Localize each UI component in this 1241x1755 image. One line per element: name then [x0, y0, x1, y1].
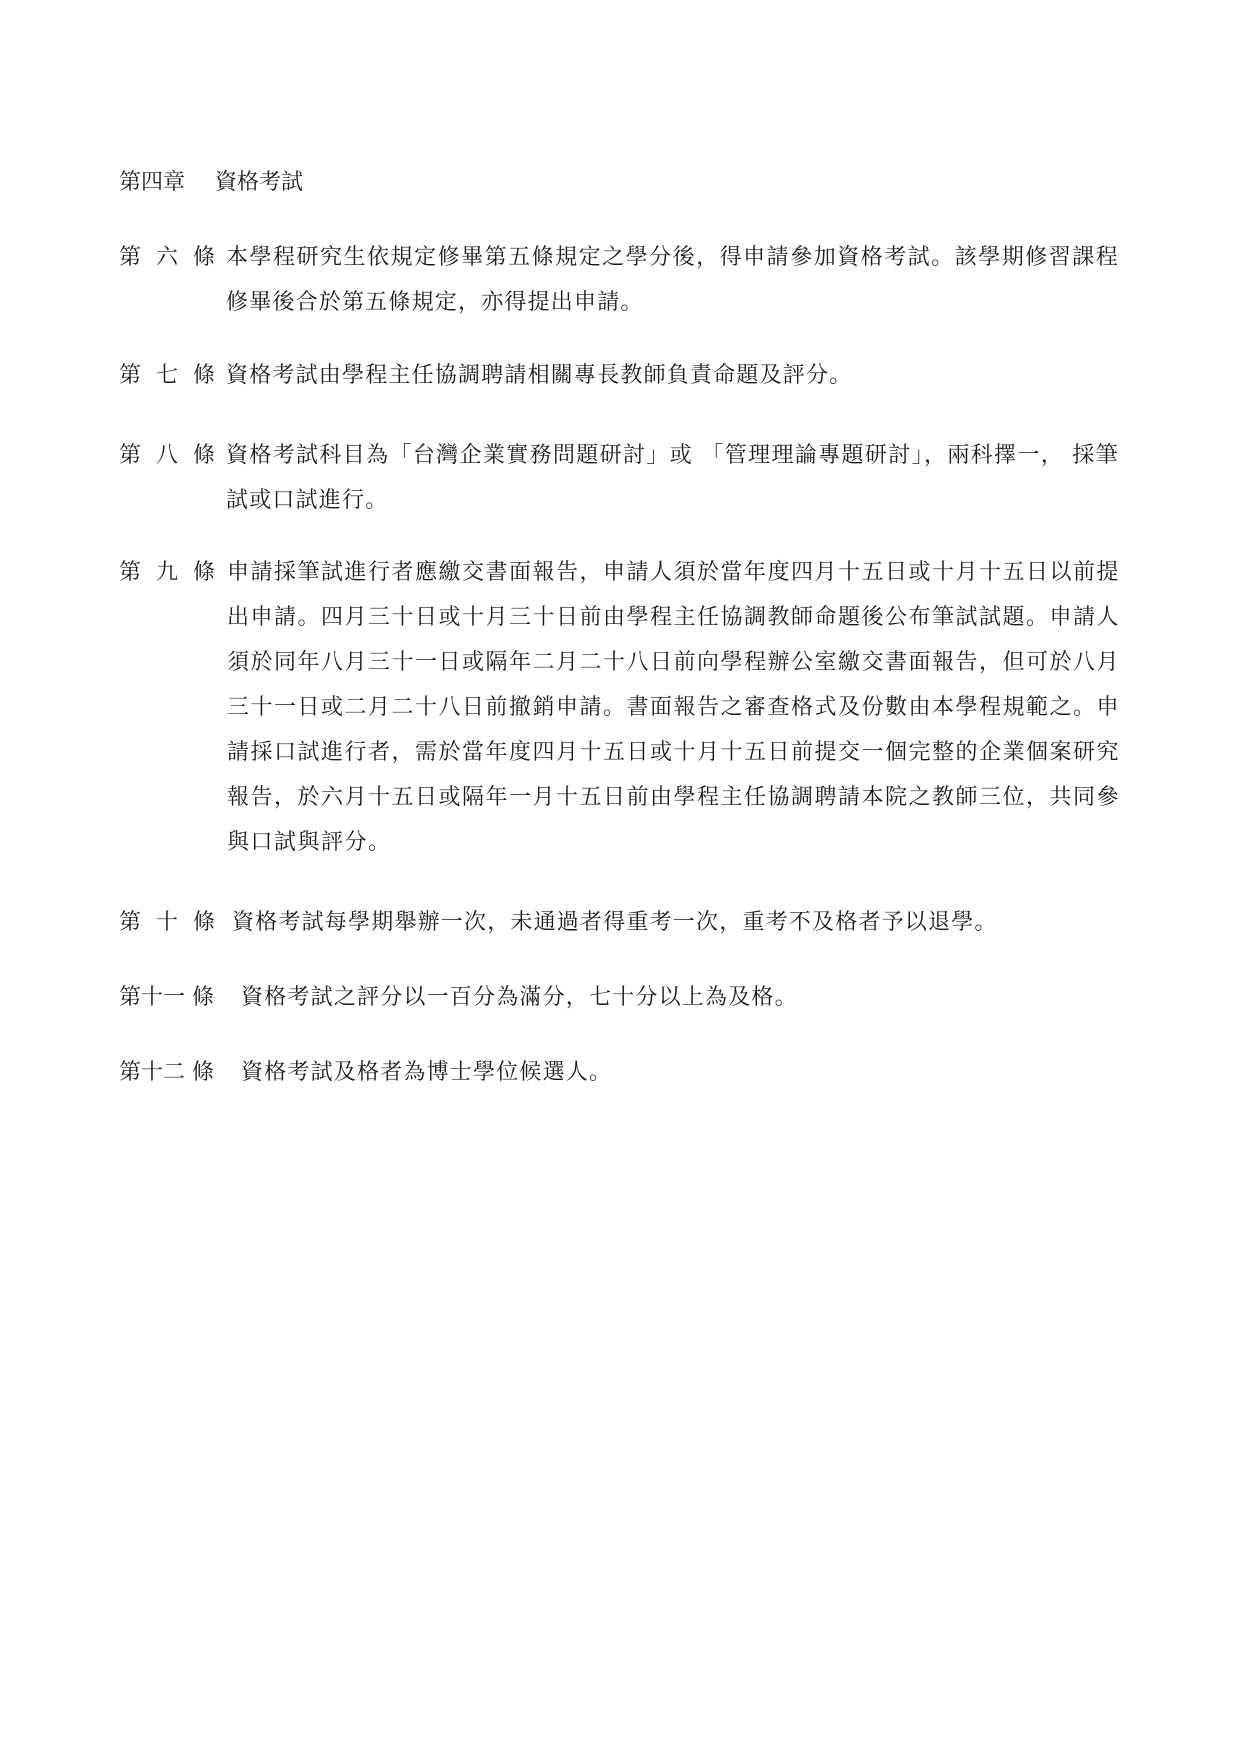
chapter-heading [119, 166, 303, 200]
article-text: 申請採筆試進行者應繳交書面報告，申請人須於當年度四月十五日或十月十五日以前提出申請。四月三十日或十月三十日前由學程主任協調教師命題後公布筆試試題。申請人須於同年八月三十一日或隔年二月二十八日前向學程辦公室繳交書面報告，但可於八月三十一日或二月二十八日前撤銷申請。書面報告之審查格式及份數由本學程規範之。申請採口試進行者，需於當年度四月十五日或十月十五日前提交一個完整的企業個案研究報告，於六月十五日或隔年一月十五日前由學程主任協調聘請本院之教師三位，共同參與口試與評分。 [227, 560, 1121, 855]
article-label: 第 十 條 [119, 910, 219, 935]
article-text: 資格考試之評分以一百分為滿分，七十分以上為及格。 [241, 985, 798, 1010]
article-text: 本學程研究生依規定修畢第五條規定之學分後，得申請參加資格考試。該學期修習課程修畢後合於第五條規定，亦得提出申請。 [226, 245, 1119, 315]
article-12 [119, 1050, 1119, 1095]
article-8 [119, 433, 1119, 523]
article-label: 第十一 條 [119, 985, 214, 1010]
article-11 [119, 975, 1119, 1020]
article-10 [119, 900, 1119, 945]
article-label: 第 七 條 [119, 363, 219, 388]
article-label: 第 九 條 [119, 560, 219, 585]
article-6 [119, 235, 1119, 325]
article-text: 資格考試由學程主任協調聘請相關專長教師負責命題及評分。 [226, 363, 853, 388]
article-text: 資格考試每學期舉辦一次，未通過者得重考一次，重考不及格者予以退學。 [232, 910, 998, 935]
article-label: 第 六 條 [119, 245, 219, 270]
article-label: 第十二 條 [119, 1060, 214, 1085]
article-7 [119, 353, 1119, 398]
article-9 [119, 550, 1119, 865]
article-label: 第 八 條 [119, 443, 219, 468]
chapter-number: 第四章 [119, 170, 186, 195]
article-text: 資格考試科目為「台灣企業實務問題研討」或 「管理理論專題研討」，兩科擇一， 採筆試或口試進行。 [226, 443, 1119, 513]
chapter-title: 資格考試 [215, 170, 304, 195]
article-text: 資格考試及格者為博士學位候選人。 [241, 1060, 613, 1085]
